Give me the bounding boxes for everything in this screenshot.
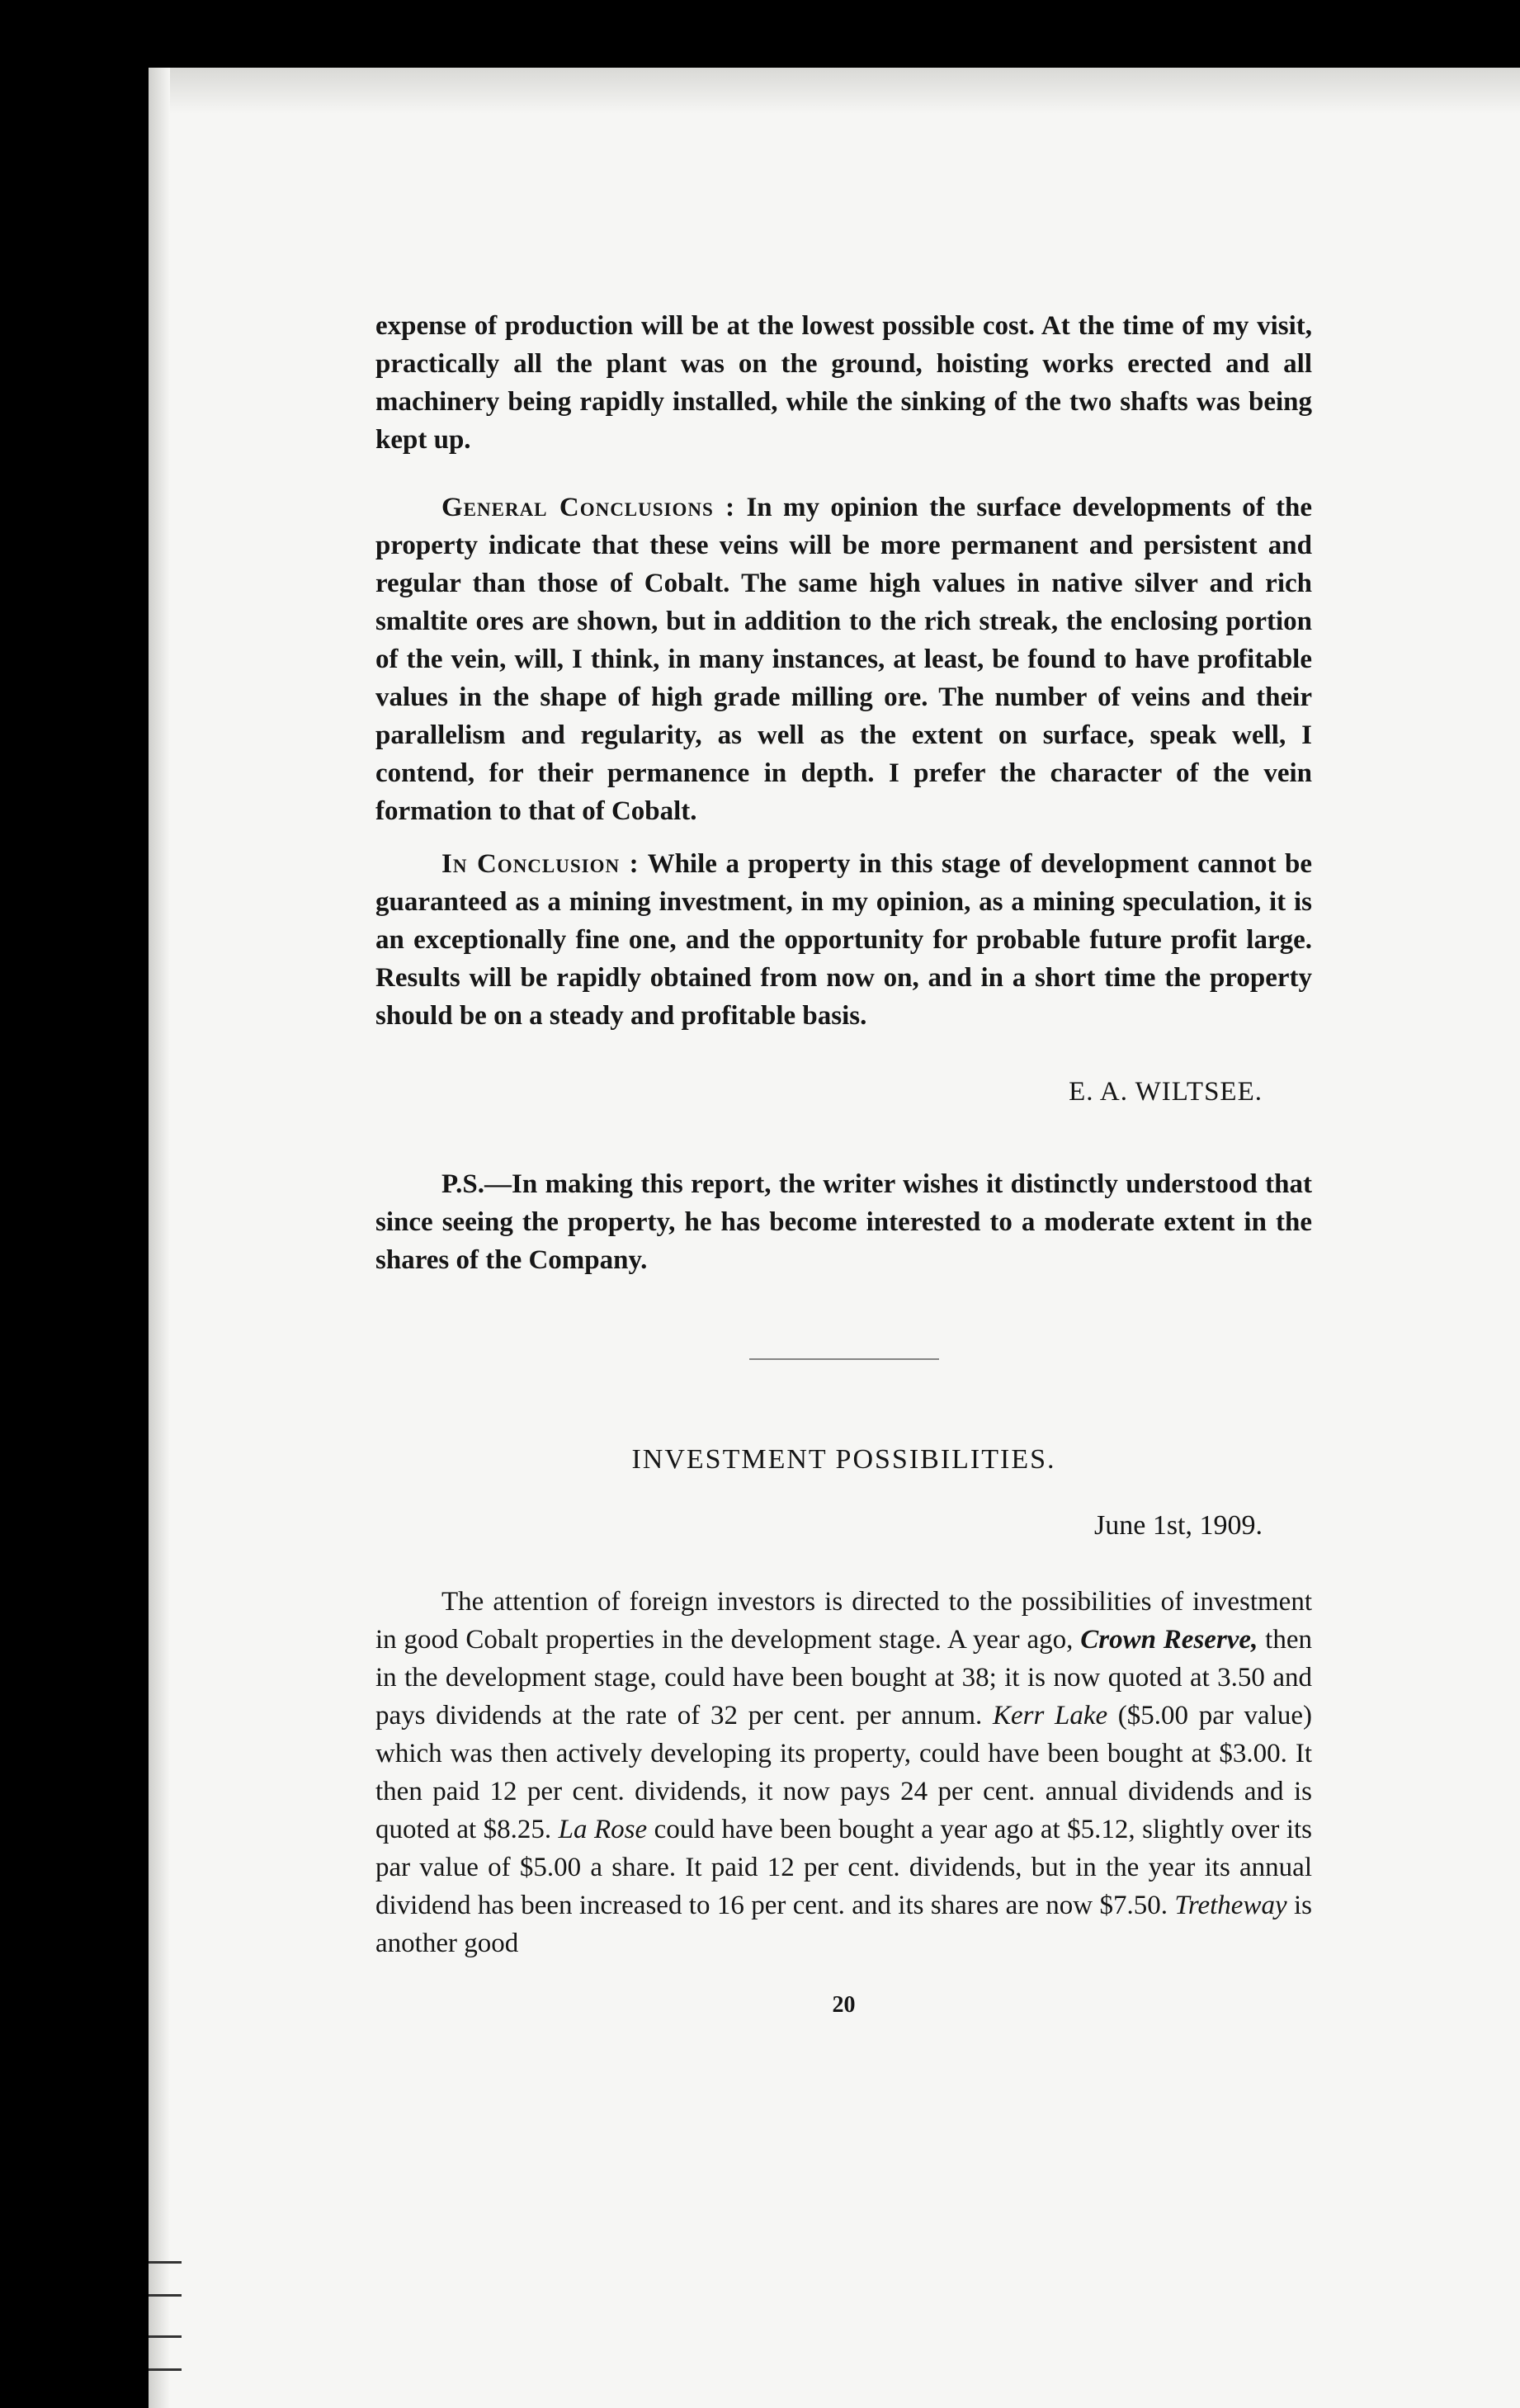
investment-section bbox=[375, 1583, 1312, 1962]
page-content bbox=[375, 307, 1312, 2018]
section-heading: INVESTMENT POSSIBILITIES. bbox=[631, 1444, 1056, 1475]
section-divider bbox=[749, 1358, 939, 1360]
in-conclusion-paragraph bbox=[375, 845, 1312, 1035]
section-date: June 1st, 1909. bbox=[1094, 1510, 1263, 1541]
in-conclusion-label: In Conclusion : bbox=[441, 849, 640, 879]
investment-text-part-5: is another good bbox=[375, 1891, 1312, 1958]
general-conclusions-paragraph bbox=[375, 489, 1312, 830]
in-conclusion-text: While a property in this stage of development cannot be guaranteed as a mining investment, in my opinion, as a mining speculation, it is an exceptionally fine one, and the opportunity for probable future profit large. Results will be rapidly obtained from now on, and in a short time the property should be on a steady and profitable basis. bbox=[375, 849, 1313, 1031]
investment-text-part-2: then in the development stage, could have been bought at 38; it is now quoted at 3.50 and pays dividends at the rate of 32 per cent. per annum. bbox=[375, 1625, 1312, 1730]
general-conclusions-text: In my opinion the surface developments of the property indicate that these veins will be more permanent and persistent and regular than those of Cobalt. The same high values in native silver and rich smaltite ores are shown, but in addition to the rich streak, the enclosing portion of the vein, will, I think, in many instances, at least, be found to have profitable values in the shape of high grade milling ore. The number of veins and their parallelism and regularity, as well as the extent on surface, speak well, I contend, for their permanence in depth. I prefer the character of the vein formation to that of Cobalt. bbox=[375, 493, 1313, 826]
page-stack-edges bbox=[149, 2245, 182, 2408]
company-name-kerr-lake: Kerr Lake bbox=[992, 1701, 1108, 1730]
investment-text-part-4: could have been bought a year ago at $5.12, slightly over its par value of $5.00 a share. It paid 12 per cent. dividends, but in the year its annual dividend has been increased to 16 per cent. and its shares are now $7.50. bbox=[375, 1815, 1313, 1920]
report-section bbox=[375, 307, 1312, 1035]
company-name-tretheway: Tretheway bbox=[1174, 1891, 1287, 1920]
postscript-paragraph: P.S.—In making this report, the writer wishes it distinctly understood that since seeing the property, he has become interested to a moderate extent in the shares of the Company. bbox=[375, 1169, 1312, 1275]
page-top-edge-shadow bbox=[149, 68, 1520, 114]
postscript-section bbox=[375, 1165, 1312, 1279]
author-signature: E. A. WILTSEE. bbox=[1069, 1077, 1263, 1107]
opening-paragraph: expense of production will be at the lowest possible cost. At the time of my visit, practically all the plant was on the ground, hoisting works erected and all machinery being rapidly installed, while the sinking of the two shafts was being kept up. bbox=[375, 311, 1312, 455]
general-conclusions-label: General Conclusions : bbox=[441, 493, 736, 522]
company-name-crown-reserve: Crown Reserve, bbox=[1080, 1625, 1258, 1655]
investment-text-part-1: The attention of foreign investors is directed to the possibilities of investment in good Cobalt properties in the development stage. A year ago, bbox=[375, 1587, 1312, 1655]
investment-paragraph bbox=[375, 1583, 1312, 1962]
company-name-la-rose: La Rose bbox=[558, 1815, 648, 1844]
investment-text-part-3: ($5.00 par value) which was then actively developing its property, could have been bought at $3.00. It then paid 12 per cent. dividends, it now pays 24 per cent. annual dividends and is quoted at $8.25. bbox=[375, 1701, 1312, 1844]
page-number: 20 bbox=[832, 1992, 856, 2018]
page-left-edge-shadow bbox=[149, 68, 170, 2408]
